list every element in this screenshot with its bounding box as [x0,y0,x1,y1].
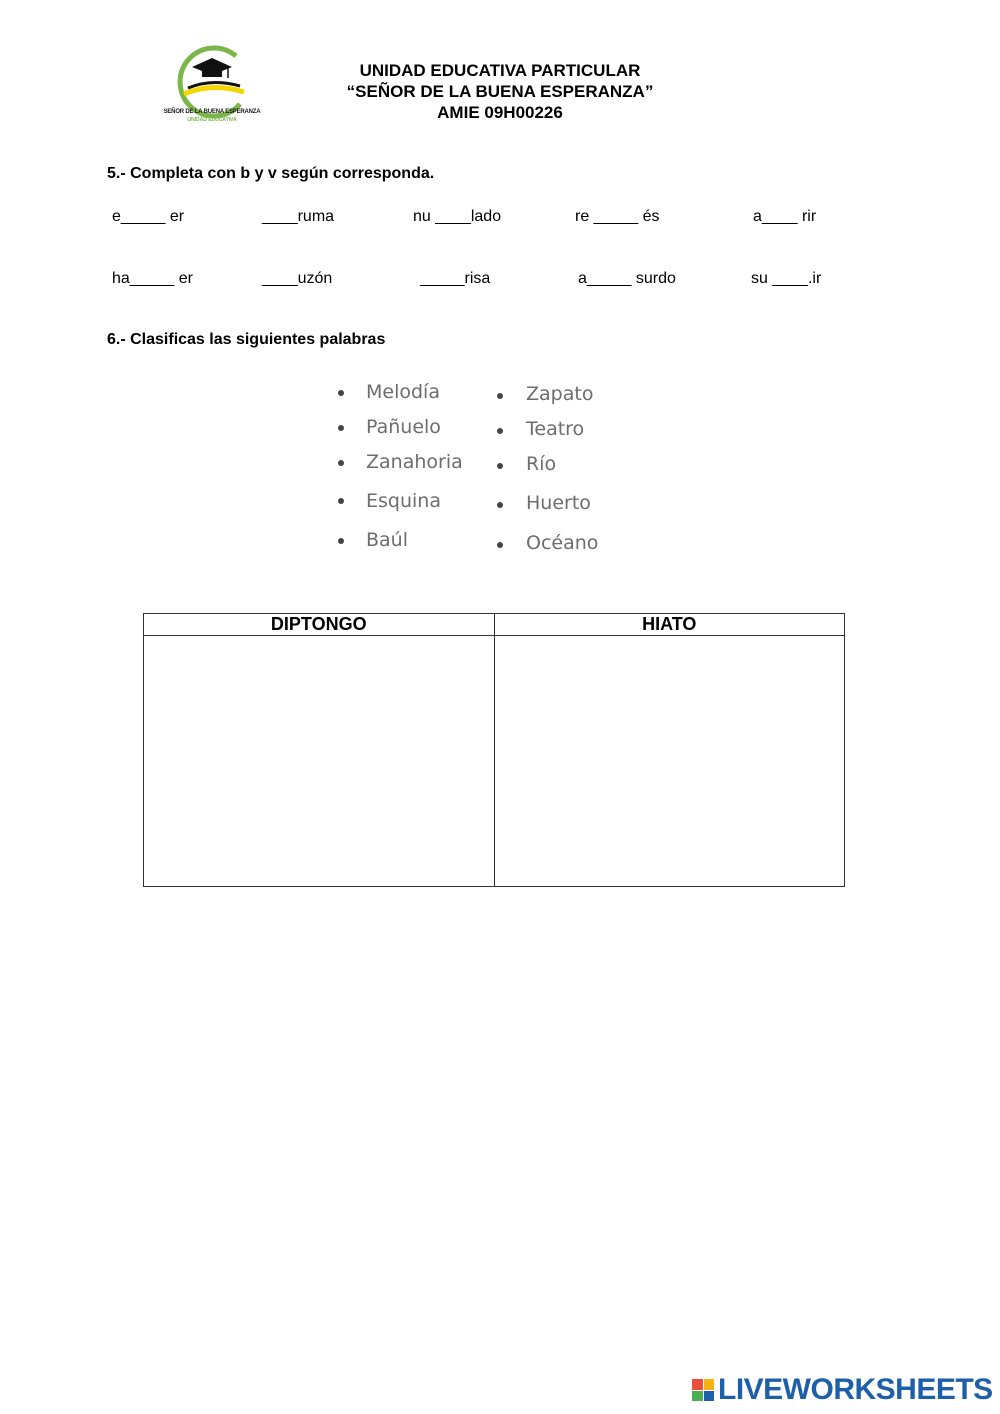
fill-blank-item[interactable]: nu ____lado [413,208,502,225]
fill-blank-item[interactable]: ____uzón [262,270,333,287]
liveworksheets-brand [692,1374,993,1406]
header-line2: “SEÑOR DE LA BUENA ESPERANZA” [346,82,654,101]
bullet-icon [497,502,503,508]
fill-blank-item[interactable]: ____ruma [262,208,335,225]
word-item: Teatro [526,418,585,440]
word-item: Zapato [526,383,594,405]
column-header-hiato: HIATO [494,614,845,636]
bullet-icon [338,498,344,504]
diptongo-answer-cell[interactable] [144,636,495,887]
bullet-icon [338,390,344,396]
question5-title: 5.- Completa con b y v según corresponda. [107,165,435,182]
bullet-icon [497,428,503,434]
hiato-answer-cell[interactable] [494,636,845,887]
bullet-icon [338,425,344,431]
bullet-icon [338,538,344,544]
word-item: Melodía [366,381,440,403]
liveworksheets-logo-icon [692,1379,714,1401]
word-item: Baúl [366,529,408,551]
fill-blank-item[interactable]: e_____ er [112,208,185,225]
word-item: Océano [526,532,599,554]
column-header-diptongo: DIPTONGO [144,614,495,636]
liveworksheets-wordmark: LIVEWORKSHEETS [718,1373,993,1406]
logo-caption-line2: UNIDAD EDUCATIVA [187,117,237,123]
word-item: Huerto [526,492,591,514]
logo-caption-line1: SEÑOR DE LA BUENA ESPERANZA [163,109,261,115]
classification-table [143,613,845,887]
fill-blank-item[interactable]: _____risa [420,270,491,287]
fill-blank-item[interactable]: ha_____ er [112,270,193,287]
fill-blank-item[interactable]: a_____ surdo [578,270,676,287]
header-line3: AMIE 09H00226 [437,103,563,122]
bullet-icon [338,460,344,466]
bullet-icon [497,463,503,469]
bullet-icon [497,542,503,548]
fill-blank-item[interactable]: a____ rir [753,208,817,225]
word-item: Pañuelo [366,416,441,438]
word-item: Esquina [366,490,441,512]
header-line1: UNIDAD EDUCATIVA PARTICULAR [359,61,641,80]
fill-blank-item[interactable]: su ____.ir [751,270,822,287]
word-item: Zanahoria [366,451,463,473]
word-item: Río [526,453,557,475]
bullet-icon [497,393,503,399]
fill-blank-item[interactable]: re _____ és [575,208,660,225]
school-header [300,60,700,123]
question6-title: 6.- Clasificas las siguientes palabras [107,331,386,348]
logo-caption [160,108,264,124]
